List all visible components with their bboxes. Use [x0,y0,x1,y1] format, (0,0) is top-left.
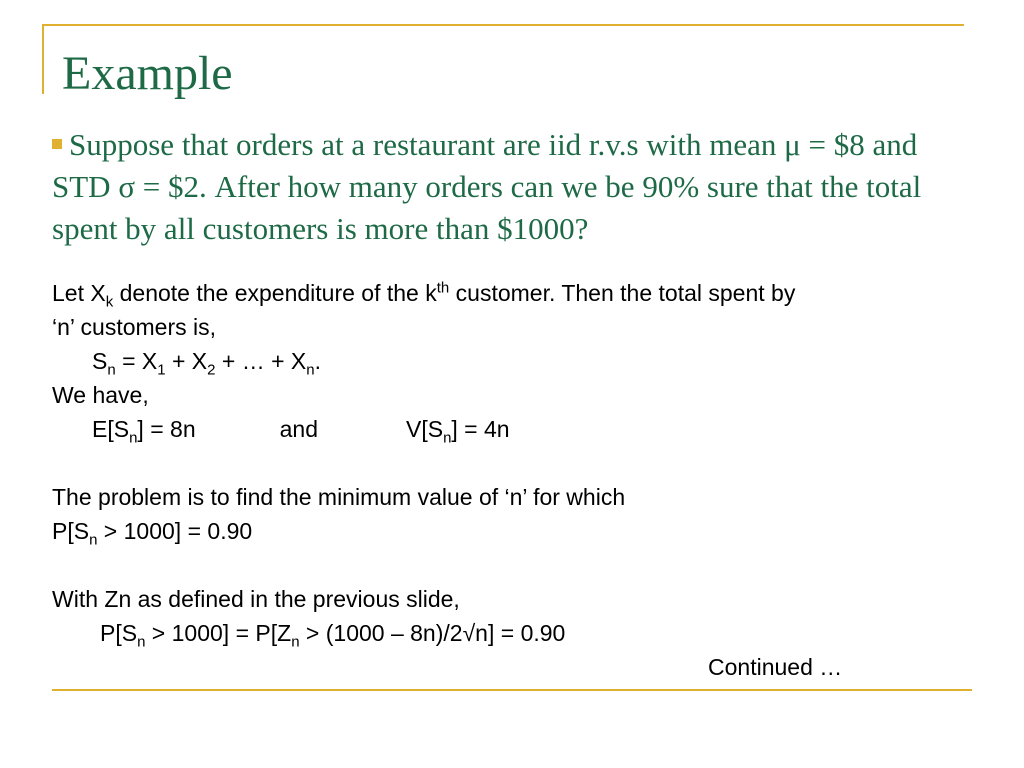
standardized-equation: $P[S_n > 1000] = P[Z_n > (1000 - 8n)/2√n] = 0.90$ [100,620,566,651]
problem-statement: The problem is to find the minimum value of ‘n’ for which [52,484,626,510]
continued-label: Continued … [708,654,843,680]
bullet-point [52,124,982,250]
text-line-2: ‘n’ customers is, [52,314,217,340]
title-frame-left-rule [42,24,44,94]
probability-condition: $P[S_n > 1000] = 0.90$ [52,518,253,549]
square-bullet-icon [52,139,62,149]
text-line-we-have: We have, [52,382,149,408]
solution-text [52,276,992,684]
bullet-text: Suppose that orders at a restaurant are iid r.v.s with mean μ = $8 and STD σ = $2. After how many orders can we be 90% sure that the total spent by all customers is more than $1000? [52,127,922,246]
zn-reference: With Zn as defined in the previous slide, [52,586,460,612]
sum-definition: $S_n = X_1 + X_2$ + … + $X_n$. [92,348,321,379]
text-line-1: Let $X_k$ denote the expenditure of the $k^{th}$ customer. Then the total spent by [52,279,796,311]
title-frame-top-rule [42,24,964,26]
mean-variance-line: $E[S_n] = 8n$ and $V[S_n] = 4n$ [92,416,510,447]
slide-title: Example [62,47,233,100]
bottom-rule [52,689,972,691]
